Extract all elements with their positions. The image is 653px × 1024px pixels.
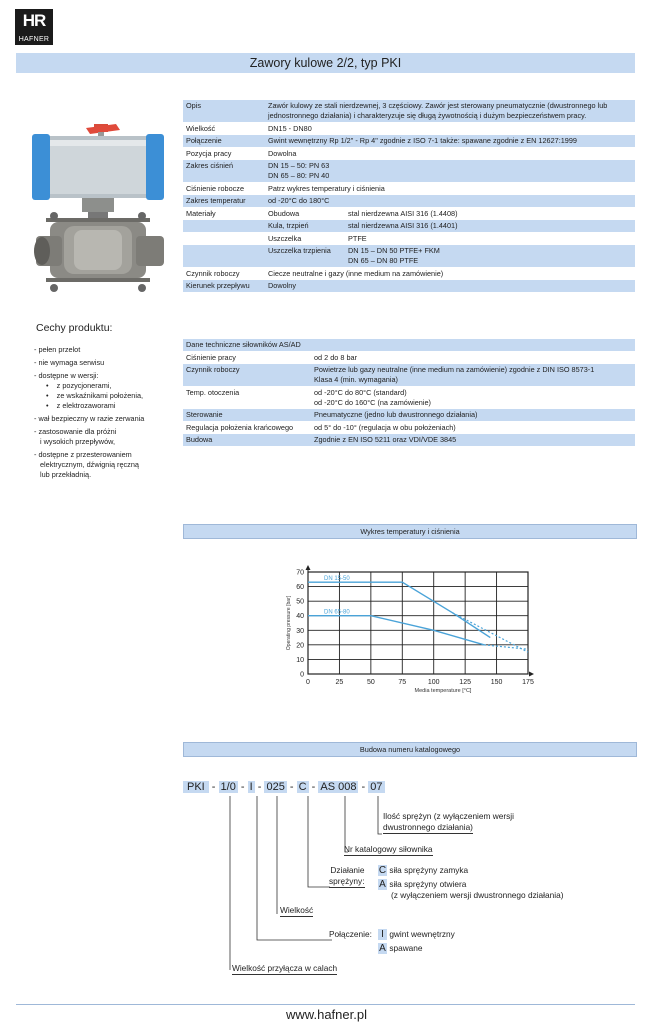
spec-label: Zakres ciśnień bbox=[183, 160, 265, 183]
code-part-actuator: AS 008 bbox=[320, 781, 357, 793]
actuator-value: od 5° do -10° (regulacja w obu położeniach) bbox=[311, 422, 635, 435]
feature-bullet: • ze wskaźnikami położenia, bbox=[46, 391, 144, 400]
materials-row bbox=[183, 220, 635, 233]
code-sep: - bbox=[240, 781, 245, 793]
chart-y-tick-label: 70 bbox=[296, 569, 304, 577]
actuator-value bbox=[311, 364, 635, 387]
spec-value-line: DN 15 – 50: PN 63 bbox=[268, 161, 330, 170]
actuator-label: Ciśnienie pracy bbox=[183, 352, 311, 365]
spec-table bbox=[183, 100, 635, 292]
chart-y-tick-label: 0 bbox=[300, 671, 304, 679]
chart-series-label: DN 65-80 bbox=[324, 609, 350, 616]
chart-x-tick-label: 100 bbox=[427, 679, 440, 686]
actuator-row bbox=[183, 422, 635, 435]
chart-series-line-dashed bbox=[453, 613, 528, 652]
actuator-value: Zgodnie z EN ISO 5211 oraz VDI/VDE 3845 bbox=[311, 434, 635, 446]
material-part: Uszczelka trzpienia bbox=[265, 245, 345, 268]
option-letter-C: C bbox=[378, 865, 387, 876]
ball-valve-image bbox=[28, 118, 178, 300]
feature-bullet-text: z pozycjonerami, bbox=[56, 381, 112, 390]
spec-row bbox=[183, 280, 635, 292]
material-part: Obudowa bbox=[265, 208, 345, 221]
spec-value: Patrz wykres temperatury i ciśnienia bbox=[265, 183, 635, 196]
chart-series-line-dashed bbox=[484, 645, 528, 649]
spec-row bbox=[183, 100, 635, 123]
legend-springs-line: Ilość sprężyn (z wyłączeniem wersji bbox=[383, 811, 514, 821]
code-sep: - bbox=[311, 781, 316, 793]
spec-value: Gwint wewnętrzny Rp 1/2" - Rp 4" zgodnie z ISO 7-1 także: spawane zgodnie z EN 12627:1999 bbox=[265, 135, 635, 148]
chart-series bbox=[308, 576, 528, 652]
spec-value: Zawór kulowy ze stali nierdzewnej, 3 częściowy. Zawór jest sterowany pneumatycznie (dwustronnego lub jednostronnego działania) i charakteryzuje się długą żywotnością i dużym bezpieczeństwem pracy. bbox=[265, 100, 635, 123]
spec-label: Pozycja pracy bbox=[183, 148, 265, 161]
actuator-label: Budowa bbox=[183, 434, 311, 446]
actuator-value: od 2 do 8 bar bbox=[311, 352, 635, 365]
material-value bbox=[345, 245, 635, 268]
feature-item-cont: lub przekładnią. bbox=[40, 470, 92, 479]
code-part-springs: 07 bbox=[370, 781, 383, 793]
legend-spring-action bbox=[329, 865, 365, 888]
legend-option-I bbox=[378, 929, 455, 940]
legend-connection: Połączenie: bbox=[329, 929, 372, 939]
actuator-value bbox=[311, 387, 635, 410]
legend-actuator-number: Nr katalogowy siłownika bbox=[344, 844, 433, 854]
spec-label: Połączenie bbox=[183, 135, 265, 148]
spec-label: Ciśnienie robocze bbox=[183, 183, 265, 196]
features-title: Cechy produktu: bbox=[36, 322, 113, 334]
option-letter-I: I bbox=[378, 929, 387, 940]
feature-item-cont: elektrycznym, dźwignią ręczną bbox=[40, 460, 139, 469]
actuator-value-line: od -20°C do 80°C (standard) bbox=[314, 388, 407, 397]
feature-item: - dostępne z przesterowaniem bbox=[34, 450, 132, 459]
spec-value bbox=[265, 160, 635, 183]
feature-bullet-text: z elektrozaworami bbox=[56, 401, 116, 410]
spec-label: Zakres temperatur bbox=[183, 195, 265, 208]
chart-x-label: Media temperature [°C] bbox=[414, 688, 472, 694]
material-value-line: DN 15 – DN 50 PTFE+ FKM bbox=[348, 246, 440, 255]
code-part-size: 025 bbox=[266, 781, 285, 793]
feature-item: - nie wymaga serwisu bbox=[34, 358, 105, 367]
chart-x-tick-label: 125 bbox=[459, 679, 471, 686]
features-list bbox=[34, 345, 164, 480]
spec-row bbox=[183, 183, 635, 196]
chart-y-tick-label: 20 bbox=[296, 642, 304, 650]
option-text: spawane bbox=[389, 943, 423, 953]
material-value: stal nierdzewna AISI 316 (1.4401) bbox=[345, 220, 635, 233]
materials-row bbox=[183, 233, 635, 246]
spec-value: DN15 - DN80 bbox=[265, 123, 635, 136]
spec-row bbox=[183, 195, 635, 208]
spec-label: Opis bbox=[183, 100, 265, 123]
spec-value-line: DN 65 – 80: PN 40 bbox=[268, 171, 330, 180]
actuator-row bbox=[183, 434, 635, 446]
spec-row bbox=[183, 148, 635, 161]
material-part: Uszczelka bbox=[265, 233, 345, 246]
spec-row bbox=[183, 135, 635, 148]
footer-website: www.hafner.pl bbox=[286, 1007, 367, 1022]
code-sep: - bbox=[361, 781, 366, 793]
spec-row bbox=[183, 268, 635, 281]
actuator-label: Czynnik roboczy bbox=[183, 364, 311, 387]
feature-item: - wał bezpieczny w razie zerwania bbox=[34, 414, 145, 423]
material-value: stal nierdzewna AISI 316 (1.4408) bbox=[345, 208, 635, 221]
actuator-row bbox=[183, 352, 635, 365]
materials-row bbox=[183, 245, 635, 268]
legend-adapter-size: Wielkość przyłącza w calach bbox=[232, 963, 338, 973]
option-text: siła sprężyny otwiera bbox=[389, 879, 467, 889]
actuator-table bbox=[183, 339, 635, 446]
legend-spring-action-line: sprężyny: bbox=[329, 876, 365, 886]
option-text: gwint wewnętrzny bbox=[389, 929, 455, 939]
chart-x-tick-label: 50 bbox=[366, 679, 375, 686]
legend-option-A2 bbox=[378, 943, 423, 954]
feature-item: - dostępne w wersji: bbox=[34, 371, 99, 380]
option-text: (z wyłączeniem wersji dwustronnego działania) bbox=[391, 890, 564, 900]
feature-bullet: • z elektrozaworami bbox=[46, 401, 116, 410]
actuator-header-row bbox=[183, 339, 635, 352]
chart-x-tick-label: 175 bbox=[522, 679, 534, 686]
chart-x-tick-label: 25 bbox=[335, 679, 344, 686]
spec-row bbox=[183, 160, 635, 183]
chart-x-ticks bbox=[306, 679, 534, 686]
feature-bullet-text: ze wskaźnikami położenia, bbox=[56, 391, 144, 400]
legend-spring-action-line: Działanie bbox=[330, 865, 365, 875]
chart-y-axis-arrow bbox=[306, 565, 311, 570]
material-value: PTFE bbox=[345, 233, 635, 246]
chart-y-tick-label: 40 bbox=[296, 613, 304, 621]
chart-x-tick-label: 75 bbox=[398, 679, 407, 686]
materials-row bbox=[183, 208, 635, 221]
option-text: siła sprężyny zamyka bbox=[389, 865, 469, 875]
footer-divider bbox=[16, 1004, 635, 1005]
actuator-row bbox=[183, 364, 635, 387]
chart-section-header: Wykres temperatury i ciśnienia bbox=[183, 524, 637, 539]
pressure-temperature-chart bbox=[270, 562, 540, 697]
feature-bullet: • z pozycjonerami, bbox=[46, 381, 112, 390]
legend-springs bbox=[383, 811, 514, 834]
logo-name: HAFNER bbox=[18, 36, 50, 43]
spec-label: Kierunek przepływu bbox=[183, 280, 265, 292]
legend-size: Wielkość bbox=[280, 905, 314, 915]
chart-y-tick-label: 30 bbox=[296, 627, 304, 635]
material-part: Kula, trzpień bbox=[265, 220, 345, 233]
spec-label: Wielkość bbox=[183, 123, 265, 136]
hafner-logo bbox=[15, 9, 53, 45]
option-letter-A: A bbox=[379, 943, 386, 954]
legend-option-A bbox=[378, 879, 563, 901]
feature-item: - pełen przelot bbox=[34, 345, 81, 354]
chart-y-label: Operating pressure [bar] bbox=[286, 595, 292, 651]
code-part-adapter: 1/0 bbox=[220, 781, 236, 793]
actuator-label: Regulacja położenia krańcowego bbox=[183, 422, 311, 435]
actuator-value-line: Klasa 4 (min. wymagania) bbox=[314, 375, 398, 384]
actuator-row bbox=[183, 409, 635, 422]
chart-x-tick-label: 0 bbox=[306, 679, 310, 686]
materials-label: Materiały bbox=[183, 208, 265, 221]
chart-series-label: DN 15-50 bbox=[324, 576, 350, 583]
spec-label: Czynnik roboczy bbox=[183, 268, 265, 281]
option-letter-A: A bbox=[379, 879, 386, 890]
chart-x-tick-label: 150 bbox=[490, 679, 503, 686]
chart-y-ticks bbox=[296, 570, 304, 679]
legend-option-C bbox=[378, 865, 468, 876]
logo-monogram: HR bbox=[22, 11, 46, 30]
code-section-header: Budowa numeru katalogowego bbox=[183, 742, 637, 757]
chart-plot-frame bbox=[308, 572, 528, 674]
code-part-spring-action: C bbox=[298, 781, 307, 793]
chart-x-axis-arrow bbox=[529, 672, 534, 677]
actuator-value-line: Powietrze lub gazy neutralne (inne medium na zamówienie) zgodnie z DIN ISO 8573-1 bbox=[314, 365, 595, 374]
catalog-code bbox=[183, 780, 385, 795]
feature-item-cont: i wysokich przepływów, bbox=[40, 437, 116, 446]
code-sep: - bbox=[211, 781, 216, 793]
code-sep: - bbox=[257, 781, 262, 793]
spec-value: Dowolna bbox=[265, 148, 635, 161]
spec-row bbox=[183, 123, 635, 136]
spec-value: od -20°C do 180°C bbox=[265, 195, 635, 208]
page-title: Zawory kulowe 2/2, typ PKI bbox=[16, 53, 635, 73]
material-value-line: DN 65 – DN 80 PTFE bbox=[348, 256, 419, 265]
spec-value: Dowolny bbox=[265, 280, 635, 292]
feature-item: - zastosowanie dla próżni bbox=[34, 427, 117, 436]
actuator-label: Sterowanie bbox=[183, 409, 311, 422]
legend-springs-line: dwustronnego działania) bbox=[383, 822, 473, 832]
actuator-value-line: od -20°C do 160°C (na zamówienie) bbox=[314, 398, 431, 407]
code-part-type: PKI bbox=[183, 781, 209, 793]
code-sep: - bbox=[289, 781, 294, 793]
actuator-header: Dane techniczne siłowników AS/AD bbox=[183, 339, 635, 352]
chart-y-tick-label: 10 bbox=[296, 656, 304, 664]
actuator-value: Pneumatyczne (jedno lub dwustronnego działania) bbox=[311, 409, 635, 422]
code-part-connection: I bbox=[249, 781, 253, 793]
chart-y-tick-label: 50 bbox=[296, 598, 304, 606]
chart-y-tick-label: 60 bbox=[296, 584, 304, 592]
spec-value: Ciecze neutralne i gazy (inne medium na zamówienie) bbox=[265, 268, 635, 281]
actuator-row bbox=[183, 387, 635, 410]
actuator-label: Temp. otoczenia bbox=[183, 387, 311, 410]
